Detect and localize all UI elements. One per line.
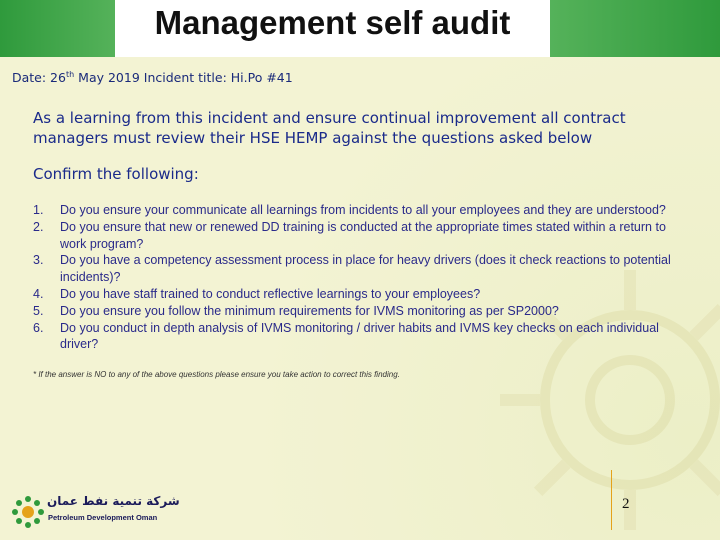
page-title: Management self audit: [154, 4, 511, 41]
date-prefix: Date: 26: [12, 70, 66, 86]
page-number: 2: [622, 496, 630, 512]
list-number: 1.: [33, 203, 44, 217]
question-text: Do you have staff trained to conduct reflective learnings to your employees?: [60, 286, 481, 301]
list-item: [33, 202, 683, 219]
list-number: 4.: [33, 286, 44, 301]
list-number: 6.: [33, 320, 44, 335]
header-green-band-left: [0, 0, 115, 57]
question-text: Do you have a competency assessment process in place for heavy drivers (does it check reactions to potential incidents)?: [60, 253, 671, 285]
list-item: [33, 320, 683, 354]
page-number-divider: [611, 470, 612, 530]
date-suffix: May 2019 Incident title: Hi.Po #41: [74, 70, 293, 86]
company-logo: [12, 492, 180, 530]
question-text: Do you ensure that new or renewed DD training is conducted at the appropriate times stated within a return to work program?: [60, 219, 666, 251]
incident-date-title: [12, 70, 293, 85]
list-number: 3.: [33, 253, 44, 268]
list-item: [33, 219, 683, 253]
question-list: [33, 202, 683, 353]
list-item: [33, 252, 683, 286]
intro-paragraph: As a learning from this incident and ensure continual improvement all contract managers must review their HSE HEMP against the questions asked below: [33, 109, 626, 147]
question-text: Do you ensure you follow the minimum requirements for IVMS monitoring as per SP2000?: [60, 303, 559, 318]
logo-arabic-name: شركة تنمية نفط عمان: [47, 494, 180, 508]
list-item: [33, 286, 683, 303]
pdo-sun-logo-icon: [12, 496, 44, 528]
date-superscript: th: [65, 70, 75, 79]
list-item: [33, 303, 683, 320]
question-text: Do you ensure your communicate all learnings from incidents to all your employees and they are understood?: [60, 203, 666, 217]
question-text: Do you conduct in depth analysis of IVMS monitoring / driver habits and IVMS key checks on each individual driver?: [60, 320, 659, 352]
list-number: 2.: [33, 219, 44, 234]
footnote: * If the answer is NO to any of the above questions please ensure you take action to correct this finding.: [33, 370, 400, 379]
list-number: 5.: [33, 303, 44, 318]
logo-english-name: Petroleum Development Oman: [48, 513, 158, 522]
header-green-band-right: [550, 0, 720, 57]
title-bar: [0, 0, 720, 57]
confirm-heading: Confirm the following:: [33, 165, 199, 183]
